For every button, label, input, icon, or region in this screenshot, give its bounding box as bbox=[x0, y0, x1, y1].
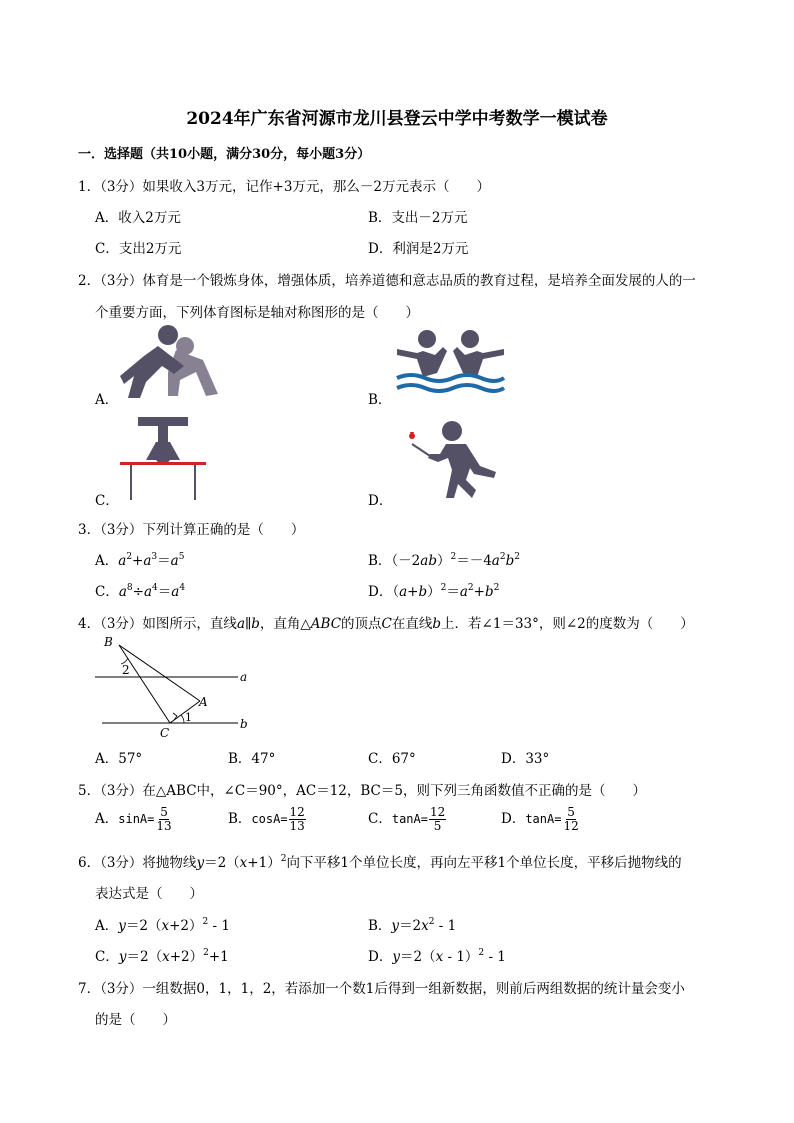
fig-label-line-b: b bbox=[240, 717, 248, 731]
q3-option-d: D．$(a+b)^2=a^2+b^2$ bbox=[368, 583, 500, 600]
q7-stem-line2: 的是（ ） bbox=[95, 1012, 176, 1028]
q5-option-d: D．tanA= $\frac{5}{12}$ bbox=[501, 805, 579, 833]
section-heading: 一．选择题（共10小题，满分30分，每小题3分） bbox=[78, 147, 371, 162]
q4-option-b: B．47° bbox=[228, 751, 276, 767]
badminton-pictogram bbox=[400, 418, 505, 503]
q5-option-c: C．tanA= $\frac{12}{5}$ bbox=[368, 805, 446, 833]
fig-label-angle-1: 1 bbox=[185, 711, 192, 724]
q5-stem: 5．（3分）在△ABC中，∠C＝90°，AC＝12，BC＝5，则下列三角函数值不正确的是（ ） bbox=[78, 783, 646, 799]
fig-label-b-vertex: B bbox=[104, 635, 113, 649]
q2-option-a-label: A． bbox=[95, 392, 119, 408]
q6-option-b: B．$y=2x^2 - 1$ bbox=[368, 917, 457, 934]
q6-option-d: D．y＝2（x - 1）$^2$ - 1 bbox=[368, 948, 506, 965]
q3-option-a: A．$a^2+a^3=a^5$ bbox=[95, 552, 185, 569]
q4-option-a: A．57° bbox=[95, 751, 143, 767]
water-polo-pictogram bbox=[393, 325, 508, 403]
fig-label-line-a: a bbox=[240, 670, 248, 684]
q4-option-c: C．67° bbox=[368, 751, 416, 767]
q4-figure bbox=[90, 632, 260, 742]
q4-option-d: D．33° bbox=[501, 751, 550, 767]
fig-label-a-vertex: A bbox=[199, 695, 208, 709]
q2-option-b-label: B． bbox=[368, 392, 392, 408]
fig-label-angle-2: 2 bbox=[122, 663, 130, 677]
gymnastics-pictogram bbox=[118, 412, 208, 502]
q6-option-c: C．$y=2(x+2)^2+1$ bbox=[95, 948, 229, 965]
q2-stem-line1: 2．（3分）体育是一个锻炼身体，增强体质，培养道德和意志品质的教育过程，是培养全面发展的人的一 bbox=[78, 273, 696, 289]
q2-stem-line2: 个重要方面，下列体育图标是轴对称图形的是（ ） bbox=[95, 305, 419, 321]
q6-stem-line2: 表达式是（ ） bbox=[95, 886, 203, 902]
q6-option-a: A．$y=2(x+2)^2 - 1$ bbox=[95, 917, 230, 934]
q3-option-c: C．$a^8\div a^4=a^4$ bbox=[95, 583, 186, 600]
fig-label-c-vertex: C bbox=[160, 726, 170, 740]
q6-stem-line1: 6．（3分）将抛物线$y=2(x+1)^2$向下平移1个单位长度，再向左平移1个单位长度，平移后抛物线的 bbox=[78, 854, 682, 871]
q1-stem: 1．（3分）如果收入3万元，记作+3万元，那么－2万元表示（ ） bbox=[78, 179, 491, 195]
q3-option-b: B．$(-2ab)^2=-4a^2b^2$ bbox=[368, 552, 520, 569]
q1-option-c: C．支出2万元 bbox=[95, 241, 182, 257]
q3-stem: 3．（3分）下列计算正确的是（ ） bbox=[78, 522, 305, 538]
q7-stem-line1: 7．（3分）一组数据0，1，1，2，若添加一个数1后得到一组新数据，则前后两组数据的统计量会变小 bbox=[78, 981, 685, 997]
q1-option-a: A．收入2万元 bbox=[95, 210, 181, 226]
q5-option-b: B．cosA= $\frac{12}{13}$ bbox=[228, 805, 305, 833]
page-title: 2024年广东省河源市龙川县登云中学中考数学一模试卷 bbox=[186, 109, 608, 129]
q5-option-a: A．sinA= $\frac{5}{13}$ bbox=[95, 805, 172, 833]
q1-option-b: B．支出－2万元 bbox=[368, 210, 468, 226]
q4-stem: 4．（3分）如图所示，直线a∥b，直角△ABC的顶点C在直线b上．若∠1＝33°，则∠2的度数为（ ） bbox=[78, 616, 694, 632]
q2-option-c-label: C． bbox=[95, 493, 119, 509]
q1-option-d: D．利润是2万元 bbox=[368, 241, 469, 257]
q2-option-d-label: D． bbox=[368, 493, 393, 509]
wrestling-pictogram bbox=[118, 322, 223, 400]
